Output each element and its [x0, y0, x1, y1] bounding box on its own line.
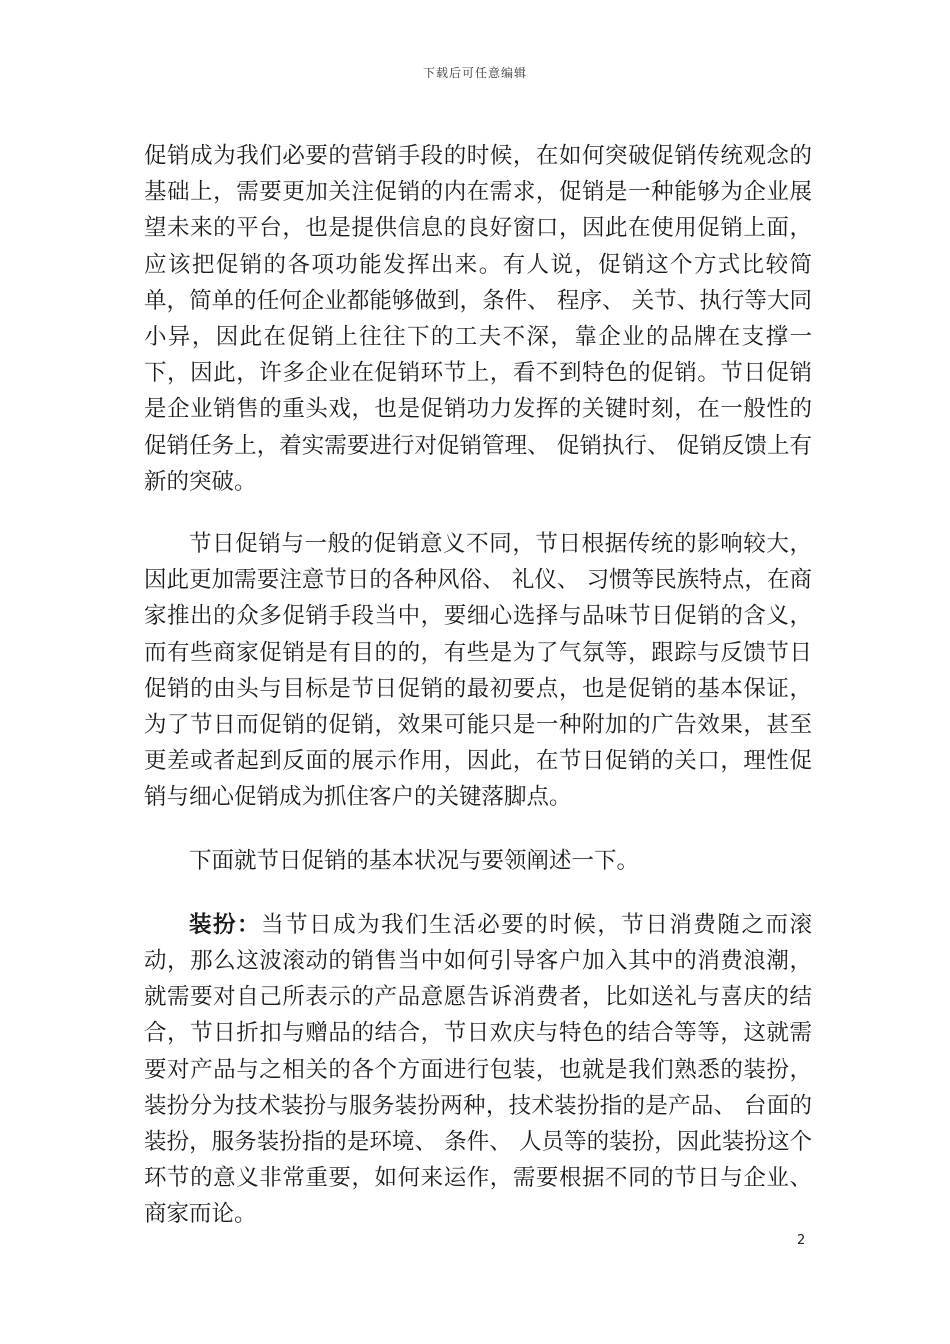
- paragraph-overview: 下面就节日促销的基本状况与要领阐述一下。: [189, 847, 640, 874]
- decoration-term: 装扮：: [189, 911, 262, 938]
- decoration-text: 当节日成为我们生活必要的时候，节日消费随之而滚动，那么这波滚动的销售当中如何引导客户加入其中的消费浪潮，就需要对自己所表示的产品意愿告诉消费者，比如送礼与喜庆的结合，节日折扣与赠品的结合，节日欢庆与特色的结合等等，这就需要对产品与之相关的各个方面进行包装，也就是我们熟悉的装扮，装扮分为技术装扮与服务装扮两种，技术装扮指的是产品、 台面的装扮，服务装扮指的是环境、 条件、 人员等的装扮，因此装扮这个环节的意义非常重要，如何来运作，需要根据不同的节日与企业、 商家而论。: [144, 911, 812, 1228]
- page-header: 下载后可任意编辑: [422, 66, 527, 80]
- paragraph-decoration: [144, 907, 812, 1233]
- paragraph-intro: 促销成为我们必要的营销手段的时候，在如何突破促销传统观念的基础上，需要更加关注促销的内在需求，促销是一种能够为企业展望未来的平台，也是提供信息的良好窗口，因此在使用促销上面，应该把促销的各项功能发挥出来。有人说，促销这个方式比较简单，简单的任何企业都能够做到，条件、 程序、 关节、执行等大同小异，因此在促销上往往下的工夫不深，靠企业的品牌在支撑一下，因此，许多企业在促销环节上，看不到特色的促销。节日促销是企业销售的重头戏，也是促销功力发挥的关键时刻，在一般性的促销任务上，着实需要进行对促销管理、 促销执行、 促销反馈上有新的突破。: [144, 143, 812, 495]
- page-number: 2: [797, 1233, 806, 1248]
- paragraph-festival-promotion: 节日促销与一般的促销意义不同，节日根据传统的影响较大，因此更加需要注意节日的各种风俗、 礼仪、 习惯等民族特点，在商家推出的众多促销手段当中，要细心选择与品味节日促销的含义，而有些商家促销是有目的的，有些是为了气氛等，跟踪与反馈节日促销的由头与目标是节日促销的最初要点，也是促销的基本保证，为了节日而促销的促销，效果可能只是一种附加的广告效果，甚至更差或者起到反面的展示作用，因此，在节日促销的关口，理性促销与细心促销成为抓住客户的关键落脚点。: [144, 531, 812, 811]
- document-body: [144, 138, 812, 1233]
